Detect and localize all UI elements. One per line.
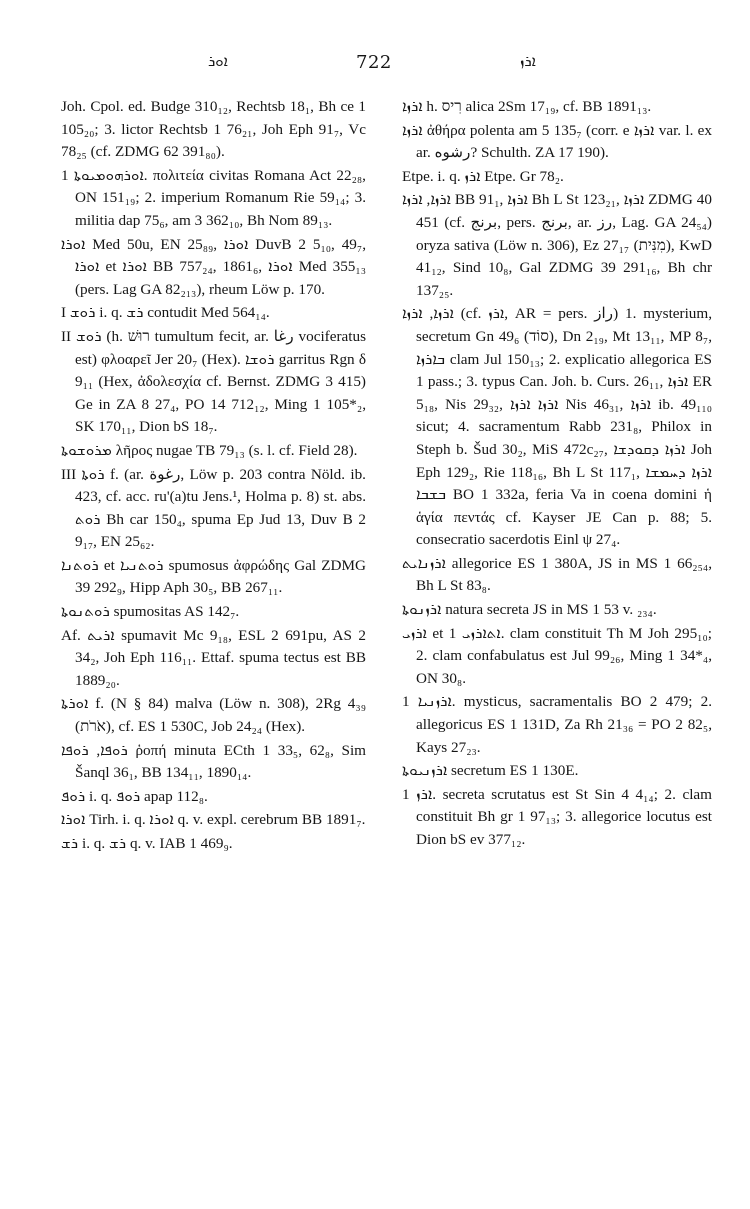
entry: ܐܘܪܬܐ f. (N § 84) malva (Löw n. 308), 2Rg 4₃₉ (אֹרֹת), cf. ES 1 530C, Job 24₂₄ (Hex). [61, 695, 366, 736]
entry: ܐܪܙܢܐܝܬ allegorice ES 1 380A, JS in MS 1 66₂₅₄, Bh L St 83₈. [402, 554, 712, 595]
left-column [61, 96, 366, 857]
entry: ܐܪܙ 1. secreta scrutatus est St Sin 4 4₁₄; 2. clam constituit Bh gr 1 97₁₃; 3. allegorice locutus est Dion bS ev 377₁₂. [402, 785, 712, 848]
entry: Etpe. i. q. ܐܪܙ Etpe. Gr 78₂. [402, 167, 564, 185]
header-left-catchword: ܐܘܪ [208, 52, 228, 70]
entry: ܐܪܙܐ ἀθήρα polenta am 5 135₇ (corr. e ܐܪܙܐ var. l. ex ar. رشوه? Schulth. ZA 17 190). [402, 121, 713, 162]
entry: Af. ܐܪܝܬ spumavit Mc 9₁₈, ESL 2 691pu, AS 2 34₂, Joh Eph 116₁₁. Ettaf. spuma tectus est BB 1889₂₀. [61, 626, 366, 689]
page-header [0, 52, 750, 82]
entry: ܐܘܪܐ Med 50u, EN 25₈₉, ܐܘܪܐ DuvB 2 5₁₀, 49₇, ܐܘܪܐ et ܐܘܪܐ BB 757₂₄, 1861₆, ܐܘܪܐ Med 355₁₃ (pers. Lag GA 82₂₁₃), rheum Löw p. 170. [61, 235, 366, 298]
entry: III ܪܘܬܐ f. (ar. رغوة, Löw p. 203 contra Nöld. ib. 423, cf. acc. ru'(a)tu Jens.¹, Holma p. 8) st. abs. ܪܘܬ Bh car 150₄, spuma Ep Jud 13, Duv B 2 9₁₇, EN 25₆₂. [61, 465, 366, 551]
entry: ܐܪܙܐ, ܐܪܙܐ BB 91₁, ܐܪܙܐ Bh L St 123₂₁, ܐܪܙܐ ZDMG 40 451 (cf. برنج, pers. برنج, ar. رز, Lag. GA 24₅₄) oryza sativa (Löw n. 306), Ez 27₁₇ (מִנִּית), KwD 41₁₂, Sind 10₈, Gal ZDMG 39 291₁₆, Bh chr 137₂₅. [402, 191, 712, 299]
entry: ܪܘܬܢܘܬܐ spumositas AS 142₇. [61, 603, 240, 621]
entry: ܐܪܙܢܘܬܐ natura secreta JS in MS 1 53 v. ₂₃₄. [402, 601, 657, 619]
entry: ܐܪܙܢܝܐ 1. mysticus, sacramentalis BO 2 479; 2. allegoricus ES 1 131D, Za Rh 21₃₆ = PO 2 82₅, Kays 27₂₃. [402, 693, 712, 756]
entry: ܐܪܙܐ, ܐܪܙܐ (cf. ܐܪܙ, AR = pers. راز) 1. mysterium, secretum Gn 49₆ (סוֹד), Dn 2₁₉, Mt 13₁₁, MP 8₇, ܒܐܪܙܐ clam Jul 150₁₃; 2. explicatio allegorica ES 1 pass.; 3. typus Can. Joh. b. Curs. 26₁₁, ܐܪܙܐ ER 5₁₈, Nis 29₃₂, ܐܪܙܐ ܐܪܙܐ Nis 46₃₁, ܐܪܙܐ ib. 49₁₁₀ sicut; 4. sacramentum Rabb 231₈, Philox in Steph b. Šud 30₂, MiS 472c₂₇, ܐܪܙܐ ܕܩܘܕܫܐ Joh Eph 129₂, Rie 118₁₆, Bh L St 117₁, ܐܪܙܐ ܕܚܡܫܐ ܒܫܒܐ BO 1 332a, feria Va in coena domini ἡ ἁγία πεντάς cf. Kayser JE Can p. 88; 5. consecratio sacerdotis Einl ψ 27₄. [402, 305, 713, 549]
entry: ܪܘܬܢܐ et ܪܘܬܢܝܐ spumosus ἀφρώδης Gal ZDMG 39 292₉, Hipp Aph 30₅, BB 267₁₁. [61, 556, 366, 597]
entry: ܐܪܙܝ et ܐܬܐܪܙܝ 1. clam constituit Th M Joh 295₁₀; 2. clam confabulatus est Jul 99₂₆, Ming 1 34*₄, ON 30₈. [402, 624, 712, 687]
entry: II ܪܘܫ (h. רוּשׁ tumultum fecit, ar. رغا vociferatus est) φλοαρεῖ Jer 20₇ (Hex). ܪܘܫܐ garritus Rgn δ 9₁₁ (Hex, ἀδολεσχία cf. Bernst. ZDMG 3 415) Ge in ZA 8 27₄, PO 14 712₁₂, Ming 1 105*₂, SK 170₁₁, Dion bS 18₇. [61, 327, 366, 436]
entry: ܪܫ i. q. ܪܫ q. v. IAB 1 469₉. [61, 835, 233, 852]
page-number: 722 [356, 52, 392, 73]
entry-continuation: Joh. Cpol. ed. Budge 310₁₂, Rechtsb 18₁, Bh ce 1 105₂₀; 3. lictor Rechtsb 1 76₂₁, Joh Eph 91₇, Vc 78₂₅ (cf. ZDMG 62 391₈₀). [61, 98, 366, 161]
entry: ܡܪܘܫܘܬܐ λῆρος nugae TB 79₁₃ (s. l. cf. Field 28). [61, 441, 358, 459]
entry: ܪܘܦ i. q. ܪܘܦ apap 112₈. [61, 787, 208, 805]
entry: ܐܪܙܐ h. רִיס alica 2Sm 17₁₉, cf. BB 1891₁₃. [402, 98, 652, 115]
entry: ܐܘܪܗܘܡܝܘܬܐ 1. πολιτεία civitas Romana Act 22₂₈, ON 151₁₉; 2. imperium Romanum Rie 59₁₄; 3. militia dap 75₆, am 3 362₁₀, Bh Nom 89₁₃. [61, 166, 366, 229]
right-column [402, 96, 712, 853]
entry: ܪܘܦܐ, ܪܘܦܐ ῥοπή minuta ECth 1 33₅, 62₈, Sim Šanql 36₁, BB 134₁₁, 1890₁₄. [61, 741, 366, 782]
entry: ܐܘܪܐ Tirh. i. q. ܐܘܪܐ q. v. expl. cerebrum BB 1891₇. [61, 811, 366, 829]
entry: ܐܪܙܢܝܘܬܐ secretum ES 1 130E. [402, 762, 579, 780]
entry: I ܪܘܫ i. q. ܪܫ contudit Med 564₁₄. [61, 304, 270, 322]
header-right-catchword: ܐܪܙ [520, 52, 536, 70]
